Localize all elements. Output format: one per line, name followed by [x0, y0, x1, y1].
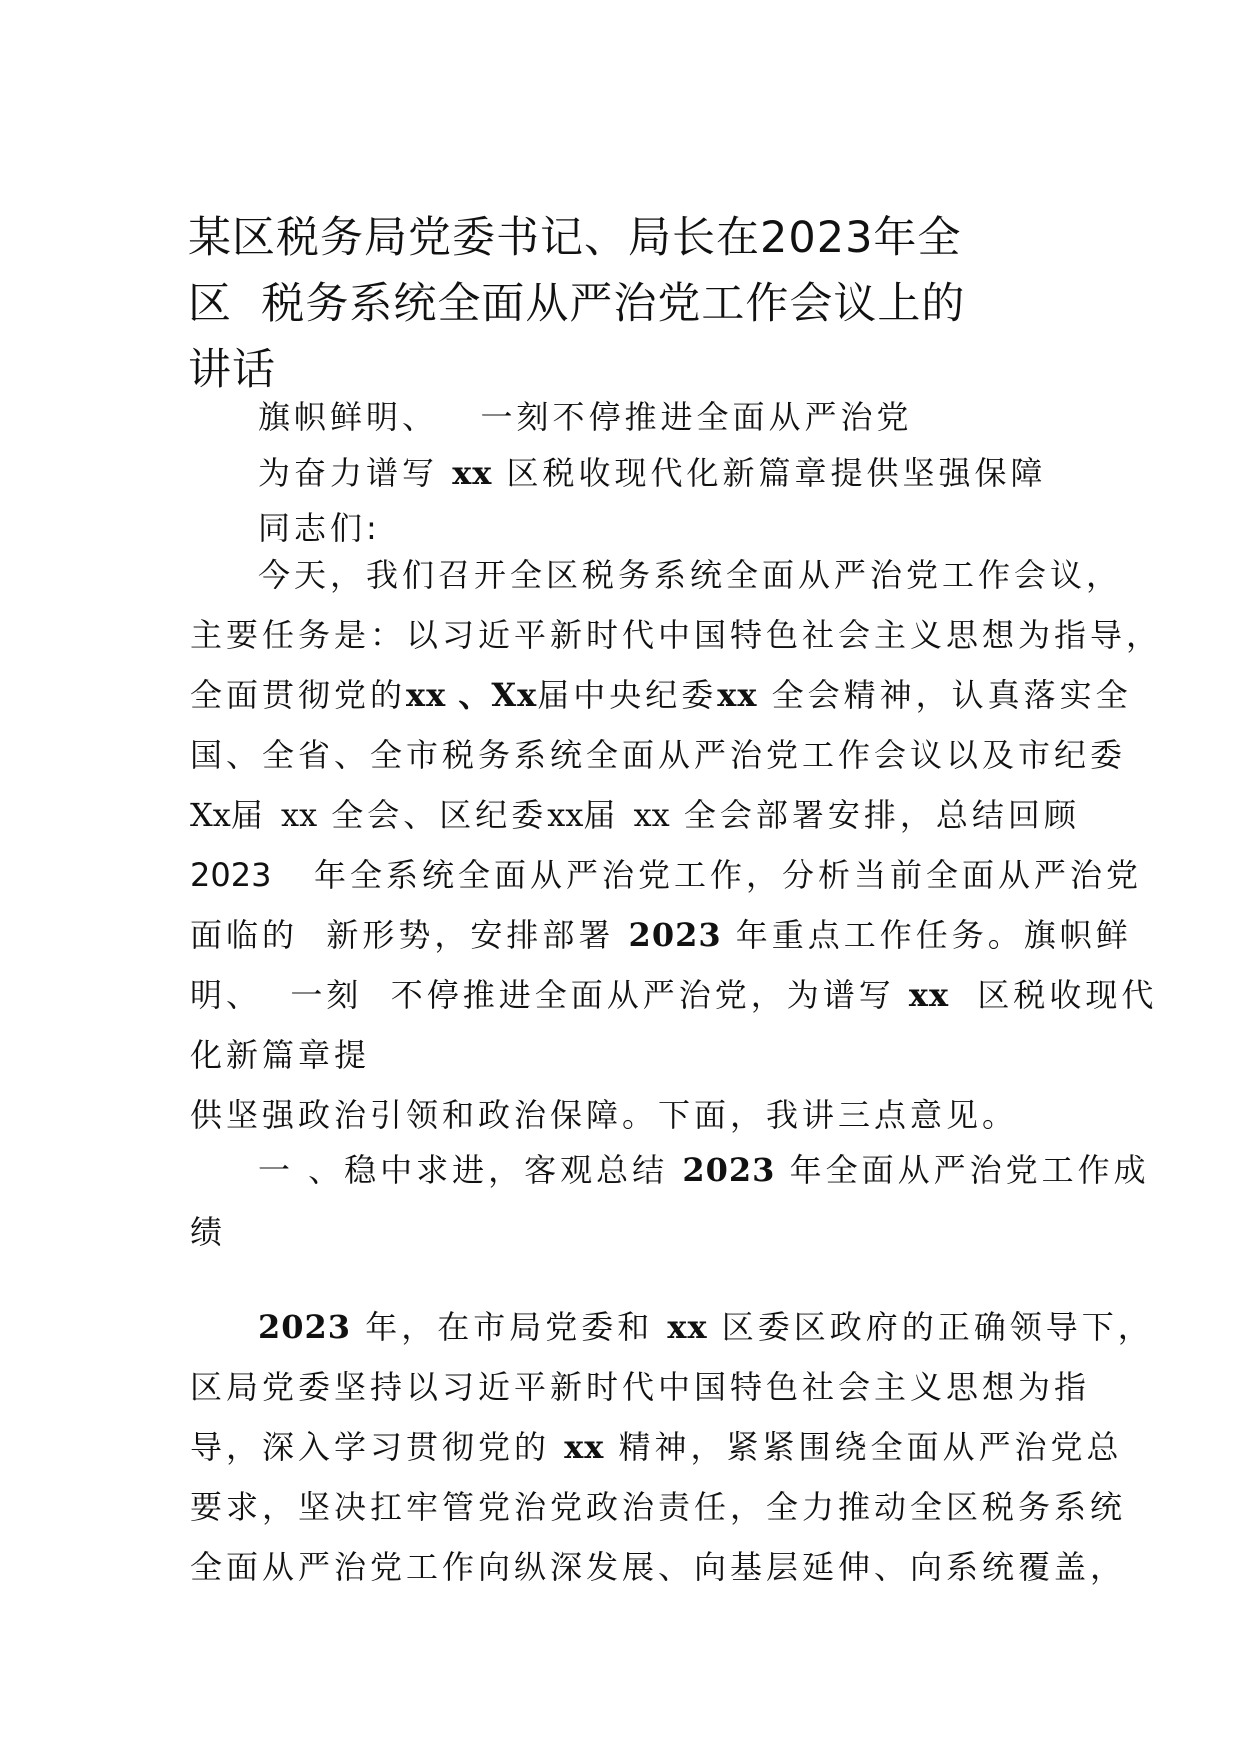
- section-heading-1: [190, 1140, 1150, 1262]
- title-line-1: 某区税务局党委书记、局长在2023年全: [188, 213, 962, 263]
- p1-text: 届: [583, 796, 620, 834]
- subtitle-line-2: [258, 448, 1047, 494]
- paragraph-2: [190, 1297, 1154, 1597]
- p2-bold: xx: [667, 1308, 708, 1346]
- p2-bold: 2023: [258, 1308, 352, 1346]
- subtitle-text-b: xx: [452, 454, 493, 492]
- p2-text: 全面从严治党工作向纵深发展、向基层延伸、向系统覆盖，: [190, 1548, 1127, 1586]
- section-heading-text: 绩: [190, 1213, 227, 1251]
- p1-text: 全面贯彻党的: [190, 676, 407, 714]
- p1-text: 国、全省、全市税务系统全面从严治党工作会议以及市纪委: [190, 736, 1127, 774]
- p1-text: 区税收现代: [977, 976, 1158, 1014]
- p1-text: 供坚强政治引领和政治保障。下面，我讲三点意见。: [190, 1096, 1019, 1134]
- p1-text: 面临的: [190, 916, 299, 954]
- p2-bold: xx: [564, 1428, 605, 1466]
- p2-text: 年，在市局党委和: [365, 1308, 654, 1346]
- p2-line-5: [190, 1537, 1127, 1597]
- p1-text: Xx: [190, 796, 231, 834]
- subtitle-line-1: 旗帜鲜明、 一刻不停推进全面从严治党: [258, 398, 913, 436]
- p1-text: 主要任务是：以习近平新时代中国特色社会主义思想为指导，: [190, 616, 1163, 654]
- p1-line-6: [190, 845, 1142, 905]
- document-title: [188, 205, 1048, 403]
- section-heading-bold: 2023: [682, 1151, 776, 1189]
- title-line-2: 区 税务系统全面从严治党工作会议上的: [188, 279, 966, 329]
- salutation: 同志们:: [258, 509, 381, 547]
- p2-text: 要求，坚决扛牢管党治党政治责任，全力推动全区税务系统: [190, 1488, 1127, 1526]
- p1-bold: 2023: [628, 916, 722, 954]
- section-heading-line-1: [190, 1140, 1150, 1200]
- p1-text: 全会、区纪委: [331, 796, 548, 834]
- p1-line-2: [190, 605, 1163, 665]
- p1-text: 年全系统全面从严治党工作，分析当前全面从严治党: [313, 856, 1142, 894]
- p1-text: 一刻: [290, 976, 363, 1014]
- p1-text: 全会精神，认真落实全: [771, 676, 1132, 714]
- p1-bold: xx: [908, 976, 950, 1014]
- p2-line-2: [190, 1357, 1091, 1417]
- section-heading-text: 一 、稳中求进，客观总结: [258, 1151, 669, 1189]
- p2-text: 区委区政府的正确领导下，: [721, 1308, 1154, 1346]
- p1-bold: xx: [717, 676, 758, 714]
- p1-text: 明、: [190, 976, 263, 1014]
- p2-text: 导，深入学习贯彻党的: [190, 1428, 551, 1466]
- p1-text: xx: [547, 796, 584, 834]
- p2-text: 精神，紧紧围绕全面从严治党总: [618, 1428, 1123, 1466]
- p2-line-3: [190, 1417, 1123, 1477]
- p1-line-8: [190, 965, 1158, 1025]
- paragraph-1: [190, 545, 1163, 1145]
- subtitle-text-c: 区税收现代化新篇章提供坚强保障: [506, 454, 1047, 492]
- p1-text: xx: [281, 796, 318, 834]
- p1-text: xx: [633, 796, 670, 834]
- p1-text: 不停推进全面从严治党，为谱写: [390, 976, 895, 1014]
- p1-line-7: [190, 905, 1132, 965]
- p2-line-1: [190, 1297, 1154, 1357]
- p1-text: 新形势，安排部署: [326, 916, 615, 954]
- title-line-3: 讲话: [188, 345, 276, 395]
- p1-bold: xx 、Xx: [406, 676, 538, 714]
- p1-text: 全会部署安排，总结回顾: [683, 796, 1080, 834]
- p2-line-4: [190, 1477, 1127, 1537]
- p1-text: 2023: [190, 856, 272, 894]
- p2-text: 区局党委坚持以习近平新时代中国特色社会主义思想为指: [190, 1368, 1091, 1406]
- p1-line-1: [190, 545, 1123, 605]
- p1-line-10: [190, 1085, 1070, 1145]
- p1-text: 届: [230, 796, 267, 834]
- subtitle-text-a: 为奋力谱写: [258, 454, 439, 492]
- p1-text: 年重点工作任务。旗帜鲜: [735, 916, 1132, 954]
- p1-text: 化新篇章提: [190, 1036, 371, 1074]
- p1-line-5: [190, 785, 1080, 845]
- p1-text: 今天，我们召开全区税务系统全面从严治党工作会议，: [258, 556, 1123, 594]
- section-heading-line-2: [190, 1202, 1070, 1262]
- p1-text: 届中央纪委: [537, 676, 718, 714]
- p1-line-3: [190, 665, 1132, 725]
- p1-line-9: [190, 1025, 1070, 1085]
- section-heading-text: 年全面从严治党工作成: [789, 1151, 1150, 1189]
- p1-line-4: [190, 725, 1127, 785]
